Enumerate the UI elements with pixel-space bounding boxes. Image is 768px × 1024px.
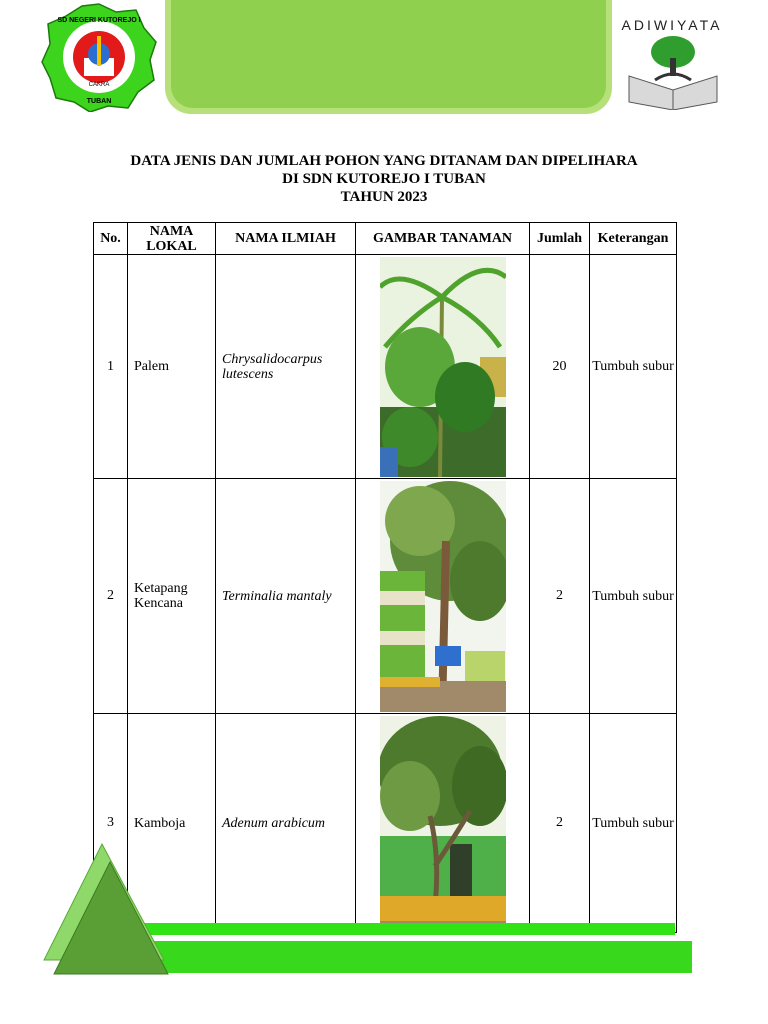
row-local-name: Ketapang Kencana xyxy=(128,479,216,714)
row-no: 1 xyxy=(94,255,128,479)
title-line-1: DATA JENIS DAN JUMLAH POHON YANG DITANAM DAN DIPELIHARA xyxy=(130,153,638,169)
school-logo xyxy=(40,2,158,112)
table-row xyxy=(94,255,677,479)
title-line-3: TAHUN 2023 xyxy=(340,189,428,205)
header-scientific-name: NAMA ILMIAH xyxy=(216,223,356,255)
ketapang-tree-photo xyxy=(380,481,506,712)
header-plant-image: GAMBAR TANAMAN xyxy=(356,223,530,255)
row-no: 2 xyxy=(94,479,128,714)
adiwiyata-logo xyxy=(615,6,730,110)
adiwiyata-text: ADIWIYATA xyxy=(621,17,723,33)
row-note: Tumbuh subur xyxy=(590,255,677,479)
row-quantity: 20 xyxy=(530,255,590,479)
logo-ring-text: SD NEGERI KUTOREJO I xyxy=(57,17,141,24)
table-row xyxy=(94,479,677,714)
palm-tree-photo xyxy=(380,257,506,477)
footer-stripe xyxy=(140,923,675,935)
row-scientific-name: Adenum arabicum xyxy=(216,714,356,933)
row-local-name: Kamboja xyxy=(128,714,216,933)
logo-bottom-text: TUBAN xyxy=(86,98,112,105)
header-banner-fill xyxy=(171,0,606,108)
logo-motto: CAKRA xyxy=(88,82,110,88)
footer-bar xyxy=(110,941,692,973)
footer-triangle-decoration xyxy=(40,842,170,977)
title-line-2: DI SDN KUTOREJO I TUBAN xyxy=(282,171,486,187)
row-no: 3 xyxy=(94,714,128,933)
header-note: Keterangan xyxy=(590,223,677,255)
row-quantity: 2 xyxy=(530,479,590,714)
header-quantity: Jumlah xyxy=(530,223,590,255)
row-scientific-name: Chrysalidocarpus lutescens xyxy=(216,255,356,479)
frangipani-tree-photo xyxy=(380,716,506,931)
row-quantity: 2 xyxy=(530,714,590,933)
tree-data-table xyxy=(93,222,677,933)
header-no: No. xyxy=(94,223,128,255)
table-header-row xyxy=(94,223,677,255)
row-note: Tumbuh subur xyxy=(590,714,677,933)
row-local-name: Palem xyxy=(128,255,216,479)
row-scientific-name: Terminalia mantaly xyxy=(216,479,356,714)
header-banner xyxy=(165,0,612,114)
row-note: Tumbuh subur xyxy=(590,479,677,714)
header-local-name: NAMA LOKAL xyxy=(128,223,216,255)
table-row xyxy=(94,714,677,933)
